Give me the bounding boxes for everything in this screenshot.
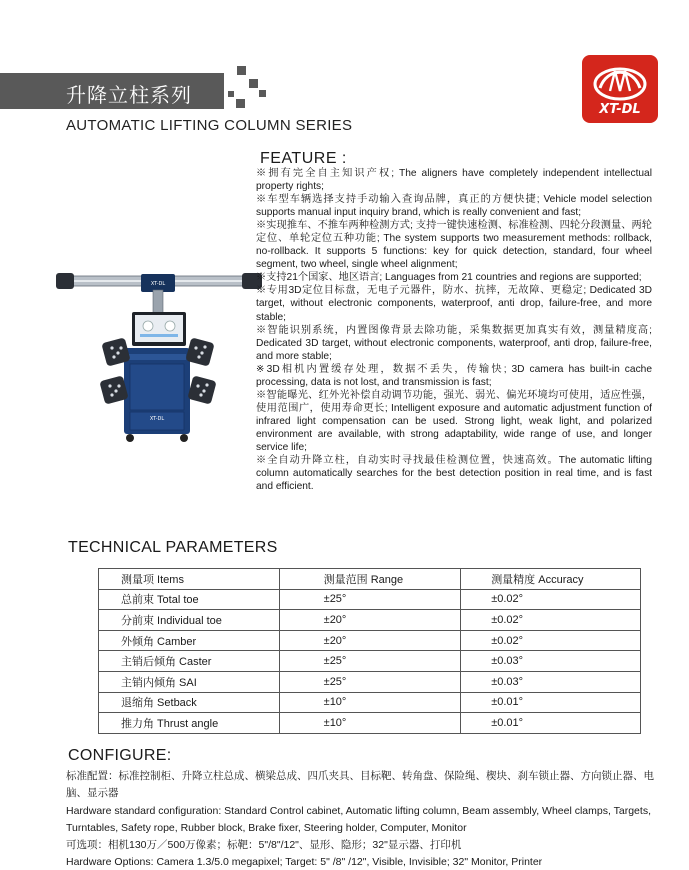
table-header-row [99, 569, 641, 590]
configure-line: Hardware standard configuration: Standard Control cabinet, Automatic lifting column, Beam assembly, Wheel clamps, Targets, Turntables, Safety rope, Rubber block, Brake fixer, Steering holder, Computer, Monitor [66, 804, 651, 834]
series-title-en: AUTOMATIC LIFTING COLUMN SERIES [66, 117, 353, 134]
feature-item: ※车型车辆选择支持手动输入查询品牌，真正的方便快捷; Vehicle model selection supports manual input inquiry brand, which is really convenient and fast; [256, 194, 652, 219]
decor-square [249, 79, 258, 88]
table-row [99, 589, 641, 610]
svg-text:XT-DL: XT-DL [150, 281, 166, 287]
cell-range: ±10° [279, 692, 461, 713]
cell-accuracy: ±0.02° [461, 630, 641, 651]
cell-range: ±10° [279, 713, 461, 734]
svg-text:XT-DL: XT-DL [599, 102, 641, 117]
table-row [99, 713, 641, 734]
cell-accuracy: ±0.03° [461, 671, 641, 692]
table-row [99, 671, 641, 692]
configure-line: 标准配置：标准控制柜、升降立柱总成、横梁总成、四爪夹具、目标靶、转角盘、保险绳、楔块、刹车锁止器、方向锁止器、电脑、显示器 [66, 770, 654, 800]
cell-range: ±25° [279, 589, 461, 610]
cell-range: ±20° [279, 630, 461, 651]
table-row [99, 630, 641, 651]
cell-accuracy: ±0.02° [461, 610, 641, 631]
configure-list [66, 768, 666, 870]
configure-line: 可选项：相机130万／500万像素；标靶：5"/8"/12"、显形、隐形；32"显示器、打印机 [66, 839, 462, 852]
cell-item: 退缩角 Setback [99, 692, 280, 713]
cell-item: 外倾角 Camber [99, 630, 280, 651]
cell-item: 推力角 Thrust angle [99, 713, 280, 734]
table-row [99, 651, 641, 672]
tech-parameters-table [98, 568, 641, 734]
feature-item: ※实现推车、不推车两种检测方式; 支持一键快速检测、标准检测、四轮分段测量、两轮定位、单轮定位五种功能; The system supports two measurement methods: rollback, no-rollback. It supports 5 functions: key for quick detection, standard, four wheel segment, two wheel, single wheel alignment; [256, 220, 652, 271]
table-row [99, 610, 641, 631]
table-row [99, 692, 641, 713]
header-items: 测量项 Items [99, 569, 280, 590]
brand-logo [582, 55, 658, 123]
feature-item: ※拥有完全自主知识产权; The aligners have completely independent intellectual property rights; [256, 168, 652, 193]
feature-item: ※智能识别系统，内置图像背景去除功能，采集数据更加真实有效，测量精度高; Dedicated 3D target, without electronic components, waterproof, anti drop, failure-free, and more stable; [256, 324, 652, 362]
cell-accuracy: ±0.03° [461, 651, 641, 672]
series-title-cn: 升降立柱系列 [66, 83, 192, 107]
cell-accuracy: ±0.01° [461, 713, 641, 734]
decor-square [228, 91, 234, 97]
cell-range: ±20° [279, 610, 461, 631]
cell-range: ±25° [279, 671, 461, 692]
cell-item: 主销内倾角 SAI [99, 671, 280, 692]
feature-title: FEATURE : [260, 150, 347, 167]
decor-square [236, 99, 245, 108]
aligner-machine-illustration [56, 260, 266, 450]
feature-item: ※专用3D定位目标盘，无电子元器件，防水、抗摔，无故障、更稳定; Dedicated 3D target, without electronic components, waterproof, anti drop, failure-free, and more stable; [256, 285, 652, 323]
configure-line: Hardware Options: Camera 1.3/5.0 megapixel; Target: 5" /8" /12", Visible, Invisible; 32" Monitor, Printer [66, 856, 543, 869]
feature-item: ※全自动升降立柱，自动实时寻找最佳检测位置，快速高效。The automatic lifting column automatically searches for the best detection position in real time, and is fast and efficient. [256, 455, 652, 493]
header-range: 测量范围 Range [279, 569, 461, 590]
cell-accuracy: ±0.02° [461, 589, 641, 610]
feature-item: ※智能曝光、红外光补偿自动调节功能，强光、弱光、偏光环境均可使用，适应性强，使用范围广，使用寿命更长; Intelligent exposure and automatic adjustment function of infrared light compensation can be used. Strong light, weak light, and polarized environment are available, with strong adaptability, wide range of use, and longer service life; [256, 389, 652, 453]
decor-square [237, 66, 246, 75]
decor-square [259, 90, 266, 97]
svg-text:XT-DL: XT-DL [149, 416, 165, 422]
tech-title: TECHNICAL PARAMETERS [68, 539, 278, 556]
feature-item: ※支持21个国家、地区语言; Languages from 21 countries and regions are supported; [256, 272, 642, 284]
cell-range: ±25° [279, 651, 461, 672]
feature-list [256, 167, 652, 493]
cell-accuracy: ±0.01° [461, 692, 641, 713]
feature-item: ※3D相机内置缓存处理，数据不丢失，传输快; 3D camera has built-in cache processing, data is not lost, and transmission is fast; [256, 363, 652, 388]
header-accuracy: 测量精度 Accuracy [461, 569, 641, 590]
cell-item: 主销后倾角 Caster [99, 651, 280, 672]
cell-item: 总前束 Total toe [99, 589, 280, 610]
configure-title: CONFIGURE: [68, 747, 172, 764]
cell-item: 分前束 Individual toe [99, 610, 280, 631]
